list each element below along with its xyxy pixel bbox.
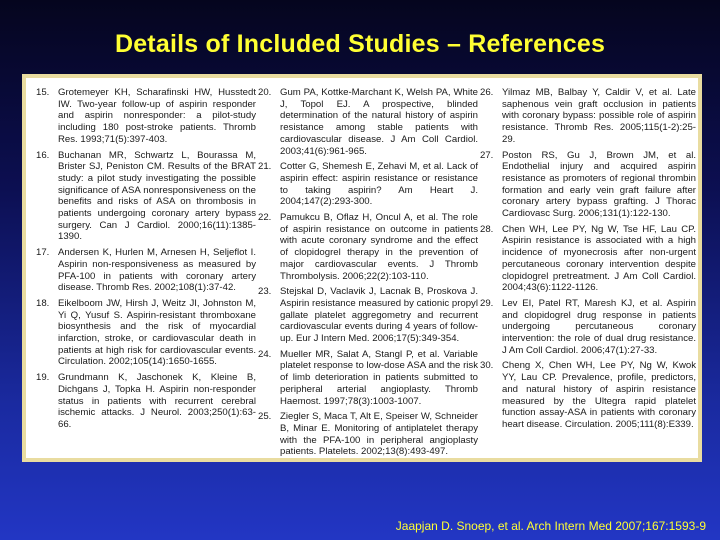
- reference-text: Mueller MR, Salat A, Stangl P, et al. Variable platelet response to low-dose ASA and the risk of limb deterioration in patients submitted to peripheral arterial angioplasty. Thromb Haemost. 1997;78(3):1003-1007.: [280, 348, 478, 407]
- reference-number: 22.: [258, 212, 272, 224]
- reference-text: Andersen K, Hurlen M, Arnesen H, Seljeflot I. Aspirin non-responsiveness as measured by PFA-100 in patients with coronary artery disease. Thromb Res. 2002;108(1):37-42.: [58, 247, 256, 294]
- slide-title: Details of Included Studies – References: [114, 30, 606, 58]
- reference-number: 16.: [36, 149, 50, 161]
- reference-number: 23.: [258, 286, 272, 298]
- reference-item: [256, 349, 478, 408]
- reference-item: [34, 87, 256, 146]
- reference-number: 21.: [258, 161, 272, 173]
- reference-text: Yilmaz MB, Balbay Y, Caldir V, et al. Late saphenous vein graft occlusion in patients with coronary bypass: possible role of aspirin resistance. Thromb Res. 2005;115(1-2):25-29.: [502, 87, 696, 145]
- reference-item: [34, 247, 256, 294]
- reference-text: Grotemeyer KH, Scharafinski HW, Husstedt IW. Two-year follow-up of aspirin responder and aspirin nonresponder: a pilot-study including 180 post-stroke patients. Thromb Res. 1993;71(5):397-403.: [58, 87, 256, 145]
- reference-item: [478, 360, 696, 430]
- reference-text: Stejskal D, Vaclavik J, Lacnak B, Proskova J. Aspirin resistance measured by cationic propyl gallate platelet aggregometry and recurrent cardiovascular events during 4 years of follow-up. Eur J Intern Med. 2006;17(5):349-354.: [280, 286, 478, 345]
- reference-number: 25.: [258, 411, 272, 423]
- reference-number: 19.: [36, 372, 50, 384]
- reference-text: Gum PA, Kottke-Marchant K, Welsh PA, White J, Topol EJ. A prospective, blinded determination of the natural history of aspirin resistance among stable patients with cardiovascular disease. J Am Coll Cardiol. 2003;41(6):961-965.: [280, 87, 478, 157]
- reference-text: Cotter G, Shemesh E, Zehavi M, et al. Lack of aspirin effect: aspirin resistance or resistance to taking aspirin? Am Heart J. 2004;147(2):293-300.: [280, 161, 478, 208]
- reference-text: Buchanan MR, Schwartz L, Bourassa M, Brister SJ, Peniston CM. Results of the BRAT study: a pilot study investigating the possible significance of ASA nonresponsiveness on the benefits and risks of ASA on thrombosis in patients undergoing coronary artery bypass surgery. Can J Cardiol. 2000;16(11):1385-1390.: [58, 149, 256, 243]
- reference-item: [34, 372, 256, 431]
- reference-text: Lev EI, Patel RT, Maresh KJ, et al. Aspirin and clopidogrel drug response in patients undergoing percutaneous coronary intervention: the role of dual drug resistance. J Am Coll Cardiol. 2006;47(1):27-33.: [502, 297, 696, 356]
- reference-number: 15.: [36, 87, 50, 98]
- references-column-1: [34, 87, 256, 435]
- reference-item: [34, 150, 256, 244]
- reference-item: [478, 224, 696, 294]
- reference-text: Grundmann K, Jaschonek K, Kleine B, Dichgans J, Topka H. Aspirin non-responder status in patients with recurrent cerebral ischemic attacks. J Neurol. 2003;250(1):63-66.: [58, 372, 256, 430]
- reference-number: 29.: [480, 297, 494, 309]
- citation-footer: Jaapjan D. Snoep, et al. Arch Intern Med 2007;167:1593-9: [395, 519, 706, 533]
- reference-text: Eikelboom JW, Hirsh J, Weitz JI, Johnston M, Yi Q, Yusuf S. Aspirin-resistant thromboxane biosynthesis and the risk of myocardial infarction, stroke, or cardiovascular death in patients at high risk for cardiovascular events. Circulation. 2002;105(14):1650-1655.: [58, 297, 256, 368]
- reference-item: [256, 87, 478, 157]
- references-column-2: [256, 87, 478, 462]
- reference-number: 24.: [258, 348, 272, 360]
- reference-item: [478, 150, 696, 220]
- reference-item: [256, 212, 478, 282]
- references-sheet: [26, 78, 698, 458]
- reference-number: 20.: [258, 87, 272, 98]
- reference-item: [478, 87, 696, 146]
- reference-item: [34, 298, 256, 368]
- references-column-3: [478, 87, 696, 435]
- reference-text: Poston RS, Gu J, Brown JM, et al. Endothelial injury and acquired aspirin resistance as promoters of regional thrombin formation and early vein graft failure after coronary artery bypass grafting. J Thorac Cardiovasc Surg. 2006;131(1):122-130.: [502, 149, 696, 220]
- reference-number: 18.: [36, 297, 50, 309]
- reference-number: 28.: [480, 223, 494, 235]
- references-panel: [22, 74, 702, 462]
- reference-text: Pamukcu B, Oflaz H, Oncul A, et al. The role of aspirin resistance on outcome in patients with acute coronary syndrome and the effect of clopidogrel therapy in the prevention of major cardiovascular events. J Thromb Thrombolysis. 2006;22(2):103-110.: [280, 212, 478, 282]
- reference-number: 17.: [36, 247, 50, 259]
- reference-number: 30.: [480, 360, 494, 372]
- reference-number: 26.: [480, 87, 494, 98]
- reference-text: Ziegler S, Maca T, Alt E, Speiser W, Schneider B, Minar E. Monitoring of antiplatelet therapy with the PFA-100 in peripheral angioplasty patients. Platelets. 2002;13(8):493-497.: [280, 411, 478, 458]
- reference-text: Chen WH, Lee PY, Ng W, Tse HF, Lau CP. Aspirin resistance is associated with a high incidence of myonecrosis after non-urgent percutaneous coronary intervention despite clopidogrel pretreatment. J Am Coll Cardiol. 2004;43(6):1122-1126.: [502, 223, 696, 294]
- reference-text: Cheng X, Chen WH, Lee PY, Ng W, Kwok YY, Lau CP. Prevalence, profile, predictors, and natural history of aspirin resistance measured by the Ultegra rapid platelet function assay-ASA in patients with coronary heart disease. Circulation. 2005;111(8):E339.: [502, 360, 696, 430]
- reference-item: [256, 411, 478, 458]
- reference-item: [256, 286, 478, 345]
- reference-item: [478, 298, 696, 357]
- reference-number: 27.: [480, 149, 494, 161]
- reference-item: [256, 161, 478, 208]
